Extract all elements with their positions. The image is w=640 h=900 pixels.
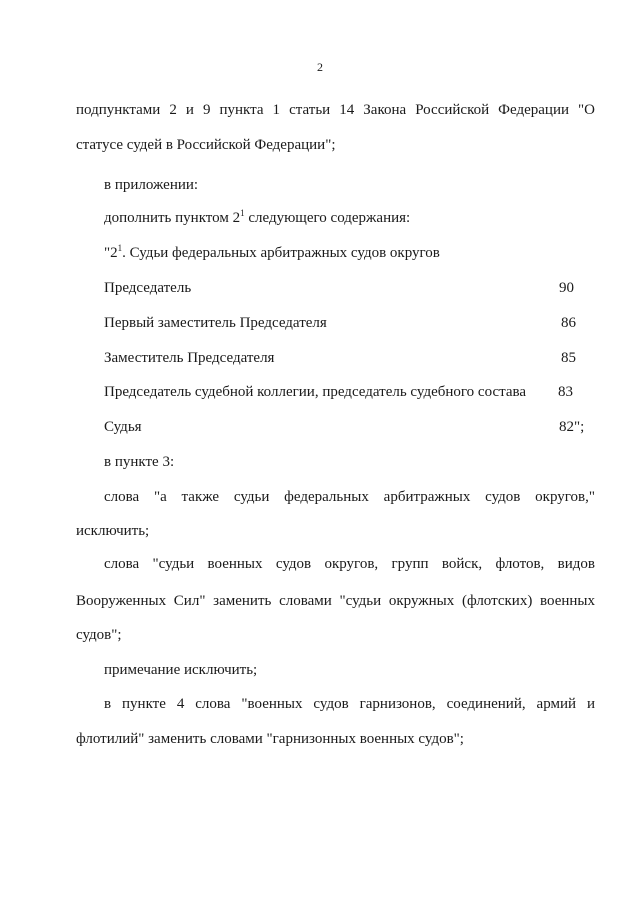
position-title: Первый заместитель Председателя — [104, 315, 327, 331]
paragraph-line: флотилий" заменить словами "гарнизонных военных судов"; — [76, 731, 464, 747]
paragraph-line: слова "а также судьи федеральных арбитражных судов округов," — [104, 489, 595, 505]
paragraph-line — [104, 209, 410, 227]
paragraph-line: статусе судей в Российской Федерации"; — [76, 137, 336, 153]
position-title: Заместитель Председателя — [104, 350, 275, 366]
section-heading — [104, 244, 440, 262]
paragraph-line: в пункте 4 слова "военных судов гарнизонов, соединений, армий и — [104, 696, 595, 712]
paragraph-line: Вооруженных Сил" заменить словами "судьи окружных (флотских) военных — [76, 593, 595, 609]
position-value: 90 — [559, 280, 574, 296]
text-fragment: . Судьи федеральных арбитражных судов округов — [122, 245, 440, 261]
paragraph-line: судов"; — [76, 627, 122, 643]
position-title: Председатель — [104, 280, 192, 296]
paragraph-line: слова "судьи военных судов округов, групп войск, флотов, видов — [104, 556, 595, 572]
paragraph-line: подпунктами 2 и 9 пункта 1 статьи 14 Закона Российской Федерации "О — [76, 102, 595, 118]
page-number: 2 — [317, 60, 323, 74]
position-title: Председатель судебной коллегии, председатель судебного состава — [104, 384, 527, 400]
position-value: 83 — [558, 384, 573, 400]
superscript: 1 — [117, 243, 123, 253]
position-value: 85 — [561, 350, 576, 366]
paragraph-line: исключить; — [76, 523, 150, 539]
position-value: 82"; — [559, 419, 585, 435]
paragraph-line: в приложении: — [104, 177, 199, 193]
position-value: 86 — [561, 315, 576, 331]
position-title: Судья — [104, 419, 142, 435]
paragraph-line: примечание исключить; — [104, 662, 258, 678]
superscript: 1 — [240, 208, 245, 218]
text-fragment: дополнить пунктом 2 — [104, 210, 241, 226]
text-fragment: "2 — [104, 245, 118, 261]
text-fragment: следующего содержания: — [244, 210, 411, 226]
paragraph-line: в пункте 3: — [104, 454, 175, 470]
